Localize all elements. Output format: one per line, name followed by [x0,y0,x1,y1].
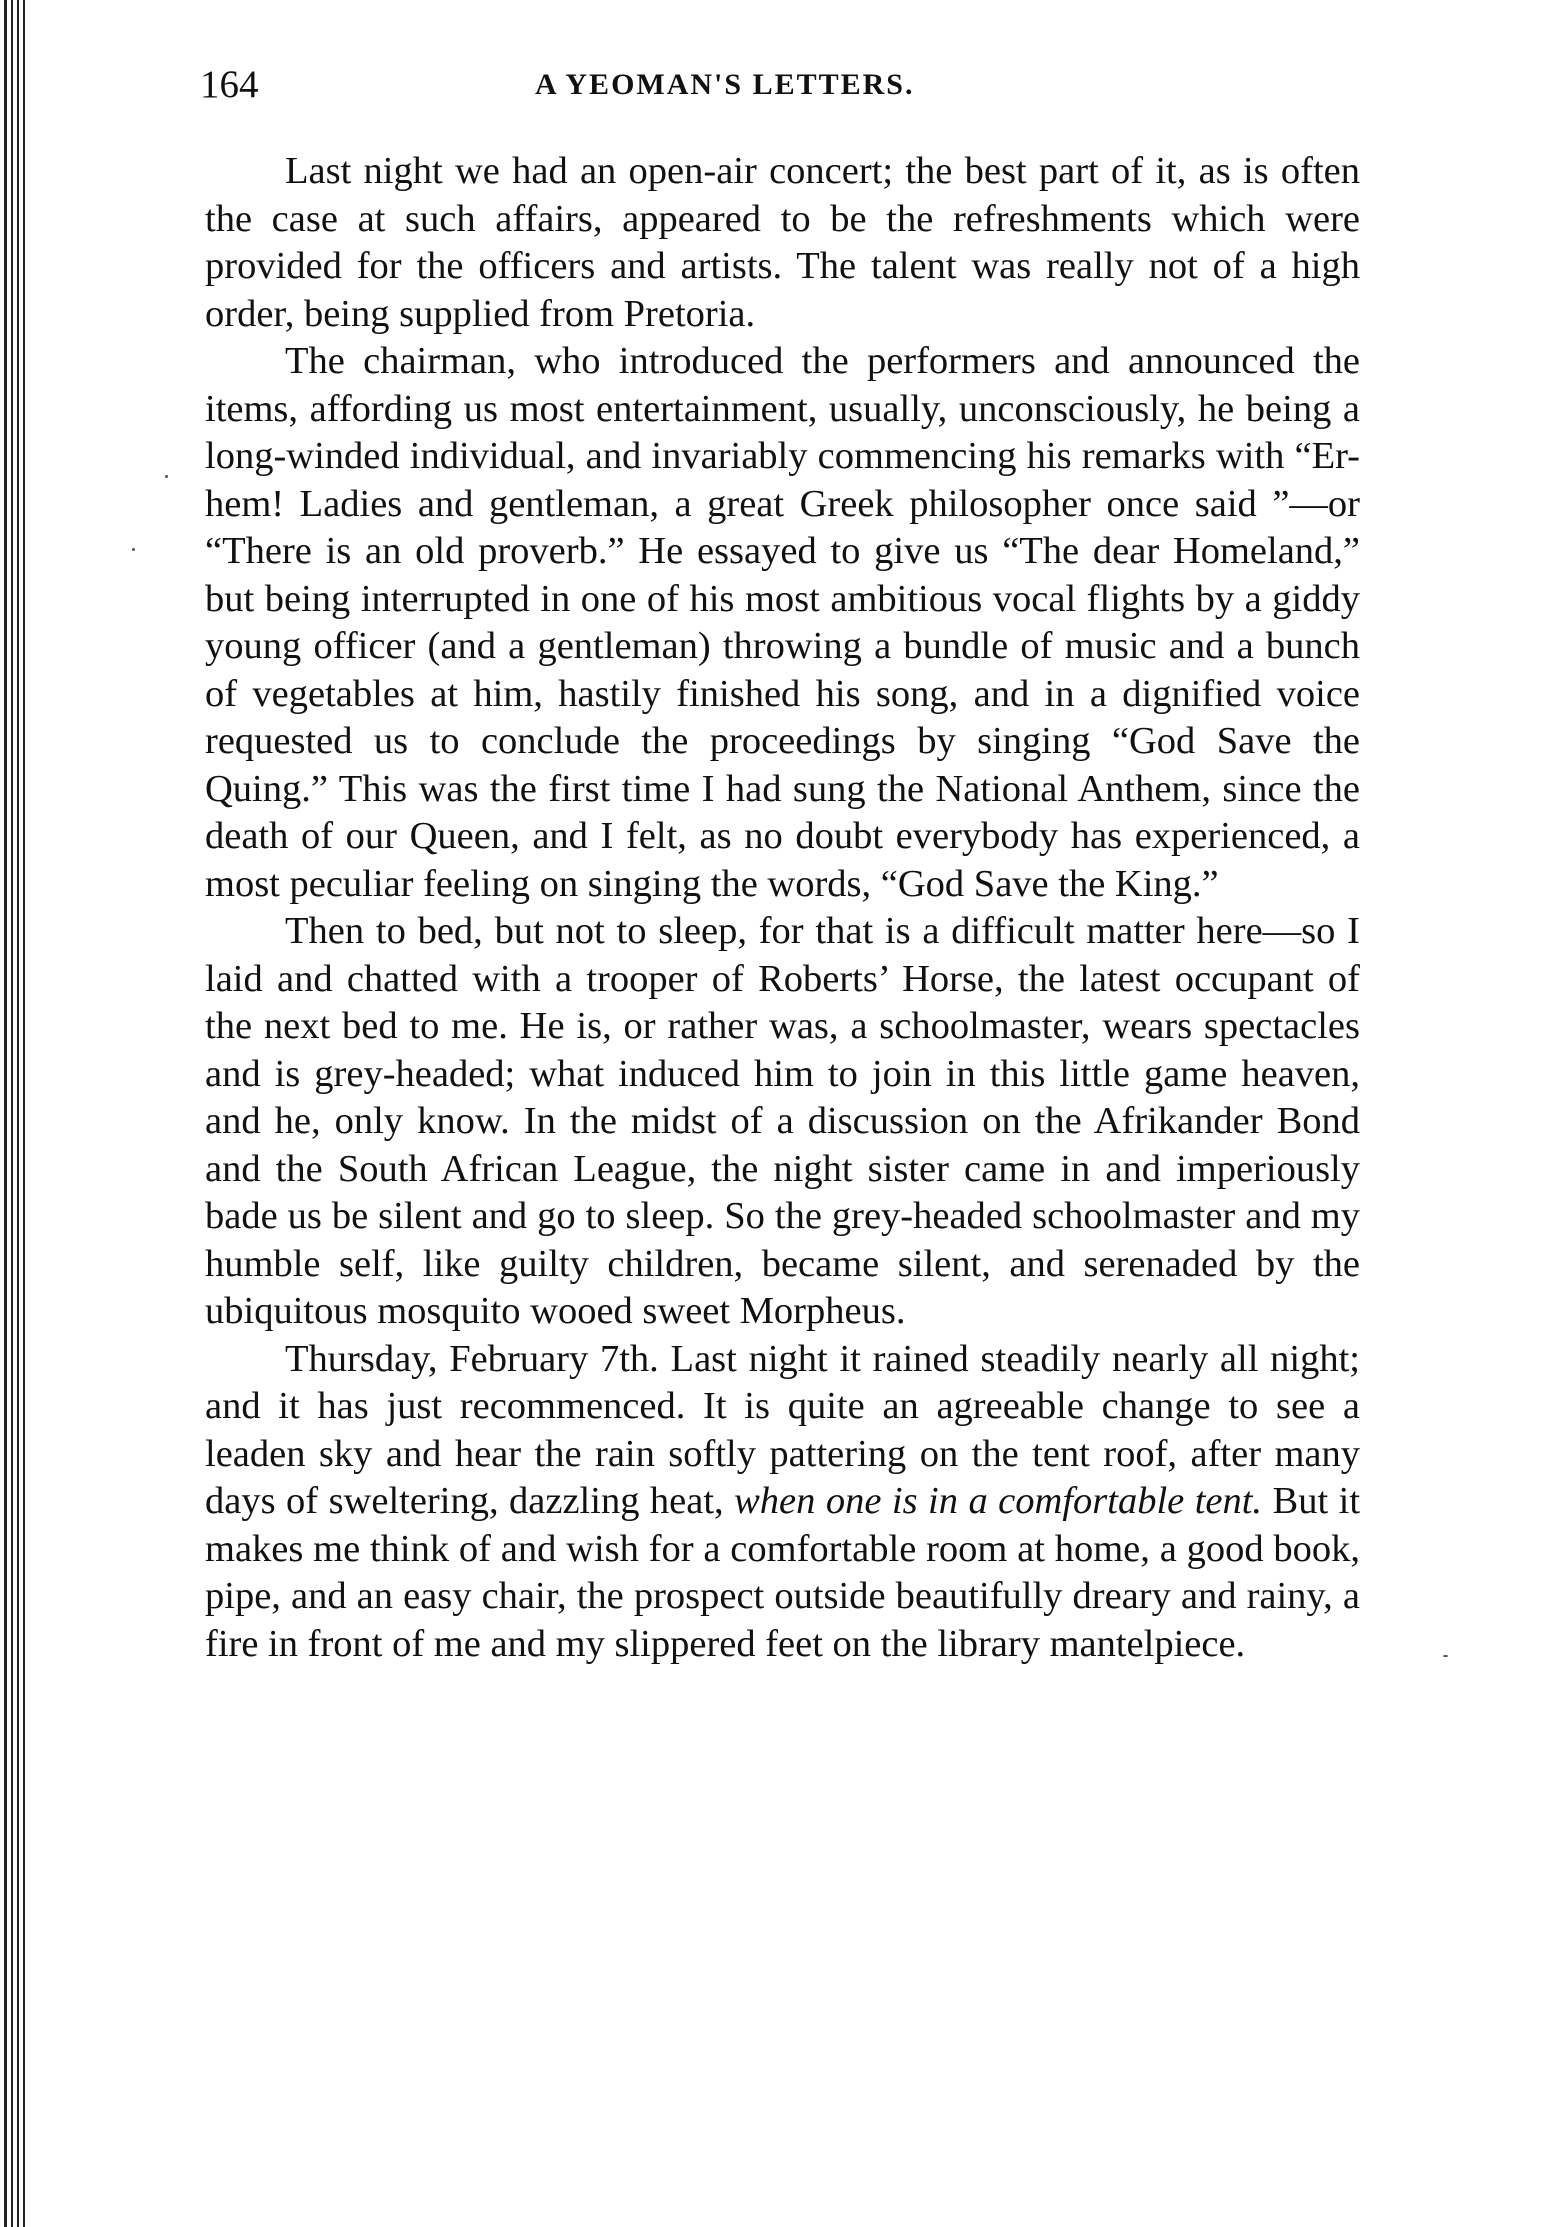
page-speck [165,475,168,478]
paragraph-thursday-start: Thursday, February 7th. Last night it rained steadily nearly all night; and it has just recommenced. It is quite an agreeable change to see a leaden sky and hear the rain softly pattering on the tent roof, after many days of sweltering, dazzling heat, [205,1337,1360,1522]
page-number: 164 [200,63,259,106]
paragraph-chairman: The chairman, who introduced the performers and announced the items, affording us most entertainment, usually, unconsciously, he being a long-winded individual, and invariably commencing his remarks with “Er-hem! Ladies and gentleman, a great Greek philosopher once said ”—or “There is an old proverb.” He essayed to give us “The dear Homeland,” but being interrupted in one of his most ambitious vocal flights by a giddy young officer (and a gentleman) throwing a bundle of music and a bunch of vegetables at him, hastily finished his song, and in a dignified voice requested us to conclude the proceedings by singing “God Save the Quing.” This was the first time I had sung the National Anthem, since the death of our Queen, and I felt, as no doubt everybody has experienced, a most peculiar feeling on singing the words, “God Save the King.” [205,340,1360,905]
page-speck [1443,1655,1448,1657]
page-speck [132,548,135,551]
binding-rule [4,0,7,2227]
paragraph-thursday-end: But it makes me think of and wish for a comfortable room at home, a good book, pipe, and an easy chair, the prospect outside beautifully dreary and rainy, a fire in front of me and my slippered feet on the library mantelpiece. [205,1480,1361,1665]
running-title: A YEOMAN'S LETTERS. [535,68,915,101]
paragraph-bed: Then to bed, but not to sleep, for that is a difficult matter here—so I laid and chatted with a trooper of Roberts’ Horse, the latest occupant of the next bed to me. He is, or rather was, a schoolmaster, wears spectacles and is grey-headed; what induced him to join in this little game heaven, and he, only know. In the midst of a discussion on the Afrikander Bond and the South African League, the night sister came in and imperiously bade us be silent and go to sleep. So the grey-headed schoolmaster and my humble self, like guilty children, became silent, and serenaded by the ubiquitous mosquito wooed sweet Morpheus. [205,910,1360,1332]
paragraph-concert: Last night we had an open-air concert; the best part of it, as is often the case at such affairs, appeared to be the refreshments which were provided for the officers and artists. The talent was really not of a high order, being supplied from Pretoria. [205,150,1360,335]
body-text [205,148,1360,1668]
paragraph-thursday-italic: when one is in a comfortable tent. [734,1480,1263,1522]
running-head [200,62,1360,112]
binding-rule [17,0,19,2227]
binding-rule [11,0,13,2227]
paragraph-thursday [205,1336,1360,1669]
page-binding-edge [0,0,30,2227]
binding-rule [23,0,25,2227]
